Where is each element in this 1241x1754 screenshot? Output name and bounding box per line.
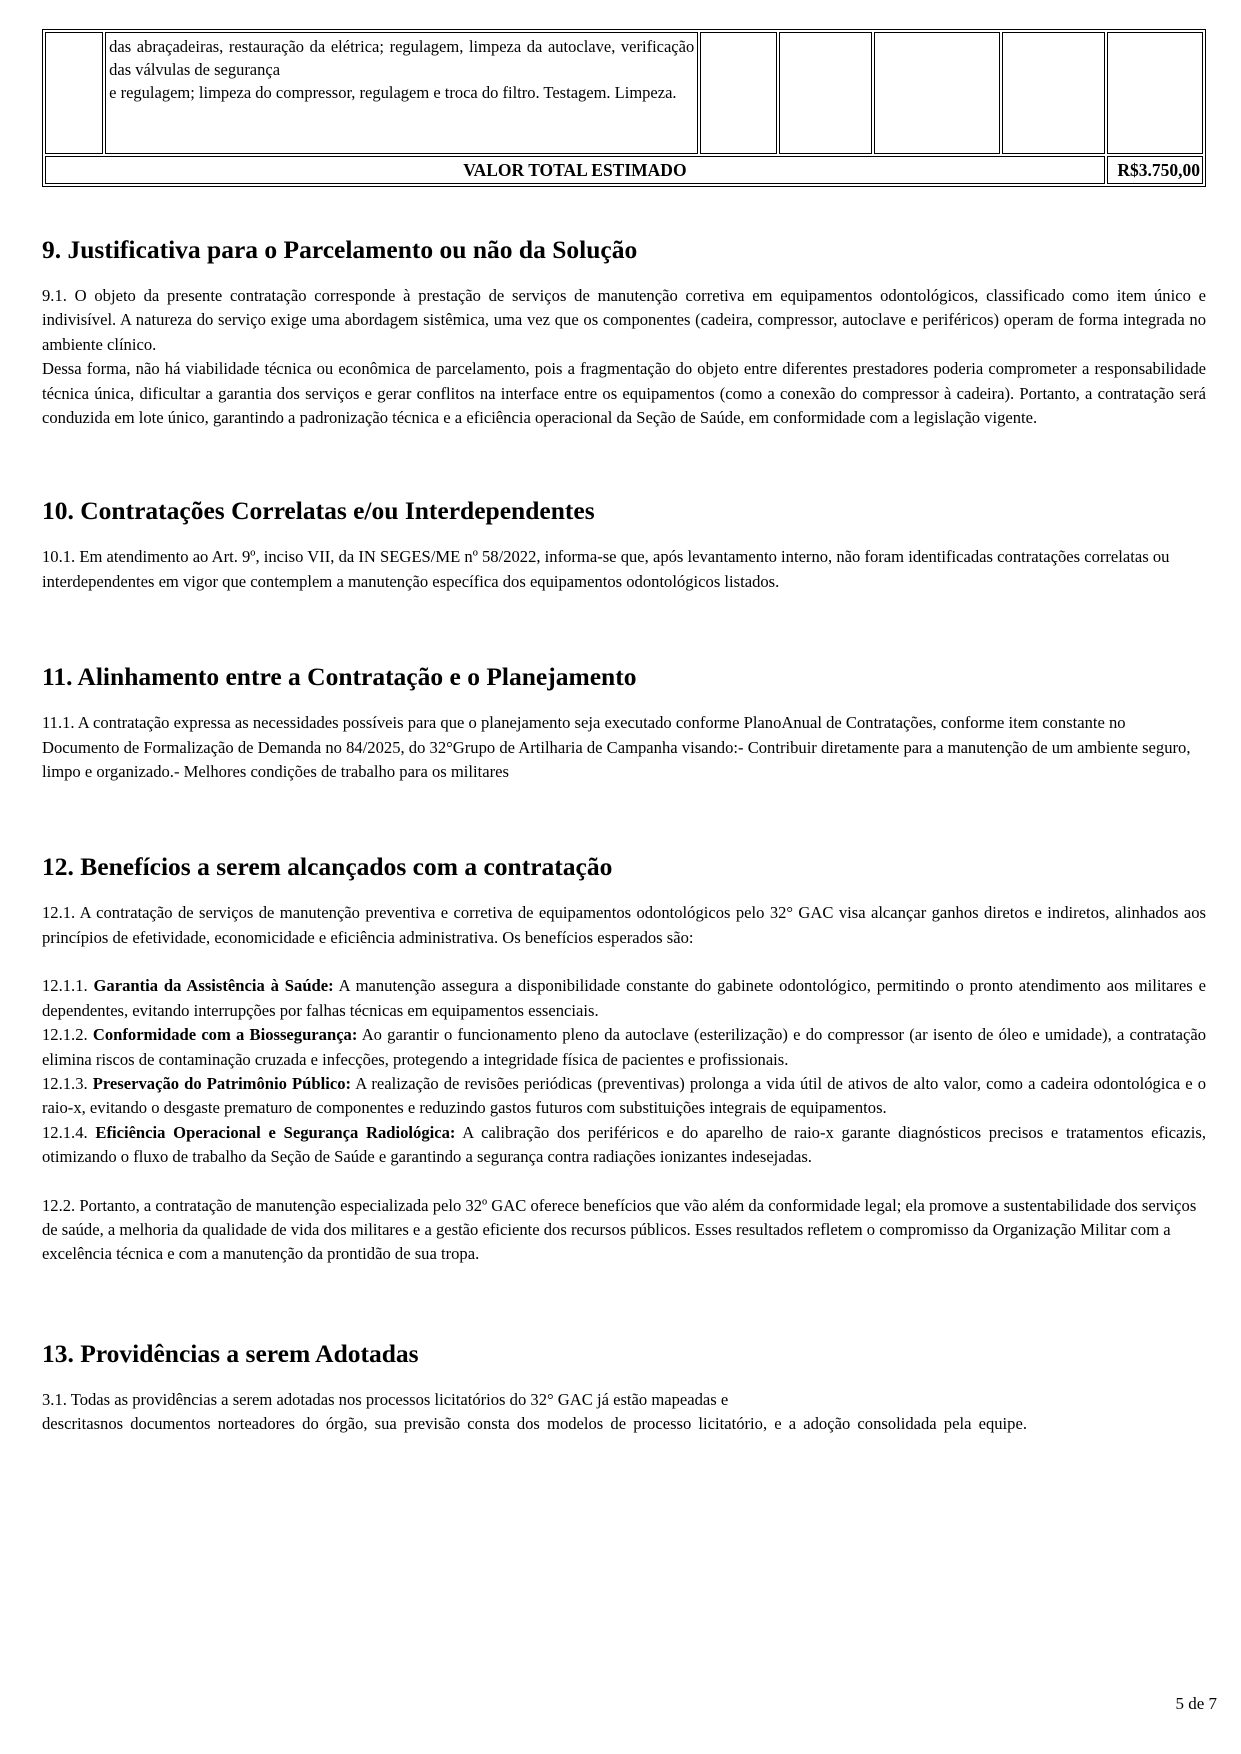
document-page bbox=[42, 29, 1206, 1437]
table-cell bbox=[779, 32, 872, 154]
section-title: 11. Alinhamento entre a Contratação e o Planejamento bbox=[42, 662, 637, 692]
page-number: 5 de 7 bbox=[1175, 1694, 1217, 1713]
table-cell bbox=[1002, 32, 1105, 154]
benefit-text: Ao garantir o funcionamento pleno da autoclave (esterilização) e do compressor (ar isento de óleo e umidade), a contratação elimina riscos de contaminação cruzada e infecções, protegendo a integridade física de pacientes e profissionais. bbox=[42, 1025, 1206, 1069]
item-number-cell bbox=[45, 32, 103, 154]
benefit-text: A manutenção assegura a disponibilidade constante do gabinete odontológico, permitindo o pronto atendimento aos militares e dependentes, evitando interrupções por falhas técnicas em equipamentos essenciais. bbox=[42, 976, 1206, 1020]
table-cell bbox=[1107, 32, 1203, 154]
section-12 bbox=[42, 851, 1206, 1266]
paragraph: 11.1. A contratação expressa as necessidades possíveis para que o planejamento seja executado conforme PlanoAnual de Contratações, conforme item constante no Documento de Formalização de Demanda no 84/2025, do 32°Grupo de Artilharia de Campanha visando:- Contribuir diretamente para a manutenção de um ambiente seguro, limpo e organizado.- Melhores condições de trabalho para os militares bbox=[42, 713, 1191, 782]
paragraph: 12.2. Portanto, a contratação de manutenção especializada pelo 32º GAC oferece benefícios que vão além da conformidade legal; ela promove a sustentabilidade dos serviços de saúde, a melhoria da qualidade de vida dos militares e a gestão eficiente dos recursos públicos. Esses resultados refletem o compromisso da Organização Militar com a excelência técnica e com a manutenção da prontidão de sua tropa. bbox=[42, 1195, 1197, 1264]
table-row bbox=[45, 32, 1203, 154]
section-13 bbox=[42, 1338, 1206, 1437]
table-cell bbox=[700, 32, 777, 154]
section-10 bbox=[42, 495, 1206, 594]
paragraph: 10.1. Em atendimento ao Art. 9º, inciso VII, da IN SEGES/ME nº 58/2022, informa-se que, após levantamento interno, não foram identificadas contratações correlatas ou interdependentes em vigor que contemplem a manutenção específica dos equipamentos odontológicos listados. bbox=[42, 547, 1170, 591]
section-title: 12. Benefícios a serem alcançados com a contratação bbox=[42, 852, 613, 882]
benefit-text: A realização de revisões periódicas (preventivas) prolonga a vida útil de ativos de alto valor, como a cadeira odontológica e o raio-x, evitando o desgaste prematuro de componentes e reduzindo gastos futuros com substituições integrais de equipamentos. bbox=[42, 1073, 1206, 1118]
benefit-number: 12.1.1. bbox=[42, 976, 88, 996]
section-9 bbox=[42, 234, 1206, 430]
benefit-number: 12.1.4. bbox=[42, 1122, 88, 1142]
section-11 bbox=[42, 661, 1206, 784]
total-row bbox=[45, 156, 1203, 184]
benefit-item bbox=[42, 1072, 1206, 1121]
benefit-item bbox=[42, 974, 1206, 1023]
description-line: e regulagem; limpeza do compressor, regulagem e troca do filtro. Testagem. Limpeza. bbox=[109, 83, 677, 102]
benefit-item bbox=[42, 1023, 1206, 1072]
total-label: VALOR TOTAL ESTIMADO bbox=[45, 156, 1105, 184]
section-title: 13. Providências a serem Adotadas bbox=[42, 1338, 419, 1368]
benefit-title: Eficiência Operacional e Segurança Radiológica: bbox=[95, 1122, 456, 1142]
benefit-title: Garantia da Assistência à Saúde: bbox=[93, 976, 334, 996]
paragraph: 12.1. A contratação de serviços de manutenção preventiva e corretiva de equipamentos odontológicos pelo 32° GAC visa alcançar ganhos diretos e indiretos, alinhados aos princípios de efetividade, economicidade e eficiência administrativa. Os benefícios esperados são: bbox=[42, 903, 1206, 947]
description-line: das abraçadeiras, restauração da elétrica; regulagem, limpeza da autoclave, verificação das válvulas de segurança bbox=[109, 37, 695, 79]
benefit-title: Conformidade com a Biossegurança: bbox=[92, 1025, 358, 1045]
benefit-text: A calibração dos periféricos e do aparelho de raio-x garante diagnósticos precisos e tratamentos eficazis, otimizando o fluxo de trabalho da Seção de Saúde e garantindo a segurança contra radiações ionizantes indesejadas. bbox=[42, 1122, 1206, 1167]
estimate-table bbox=[42, 29, 1206, 187]
description-cell bbox=[105, 32, 698, 154]
paragraph: Dessa forma, não há viabilidade técnica ou econômica de parcelamento, pois a fragmentação do objeto entre diferentes prestadores poderia comprometer a responsabilidade técnica única, dificultar a garantia dos serviços e gerar conflitos na interface entre os equipamentos (como a conexão do compressor à cadeira). Portanto, a contratação será conduzida em lote único, garantindo a padronização técnica e a eficiência operacional da Seção de Saúde, em conformidade com a legislação vigente. bbox=[42, 359, 1206, 428]
benefit-item bbox=[42, 1121, 1206, 1170]
benefit-title: Preservação do Patrimônio Público: bbox=[92, 1073, 352, 1093]
table-cell bbox=[874, 32, 1000, 154]
total-value: R$3.750,00 bbox=[1107, 156, 1203, 184]
benefit-number: 12.1.2. bbox=[42, 1025, 88, 1045]
section-title: 9. Justificativa para o Parcelamento ou não da Solução bbox=[42, 235, 638, 264]
section-title: 10. Contratações Correlatas e/ou Interdependentes bbox=[42, 496, 595, 526]
benefit-number: 12.1.3. bbox=[42, 1073, 88, 1093]
paragraph: 9.1. O objeto da presente contratação corresponde à prestação de serviços de manutenção corretiva em equipamentos odontológicos, classificado como item único e indivisível. A natureza do serviço exige uma abordagem sistêmica, uma vez que os componentes (cadeira, compressor, autoclave e periféricos) operam de forma integrada no ambiente clínico. bbox=[42, 286, 1206, 354]
paragraph-line: descritasnos documentos norteadores do órgão, sua previsão consta dos modelos de processo licitatório, e a adoção consolidada pela equipe. bbox=[42, 1414, 1027, 1434]
paragraph-line: 3.1. Todas as providências a serem adotadas nos processos licitatórios do 32° GAC já estão mapeadas e bbox=[42, 1389, 729, 1409]
